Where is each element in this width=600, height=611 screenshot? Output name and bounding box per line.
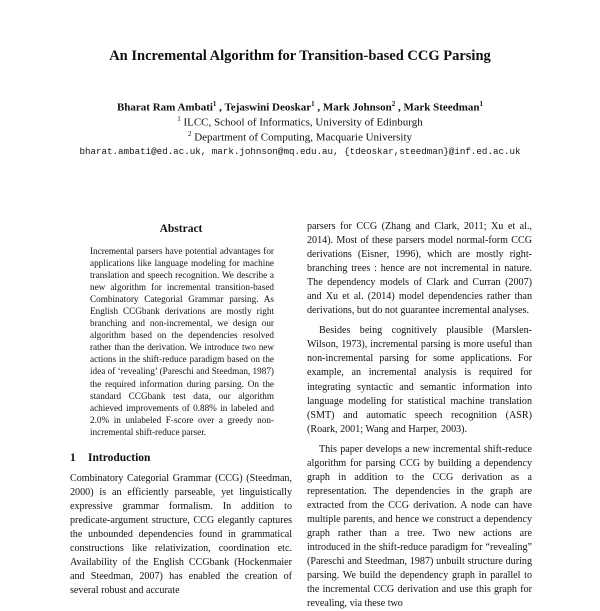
paper-title: An Incremental Algorithm for Transition-based CCG Parsing bbox=[109, 48, 491, 64]
left-column bbox=[70, 220, 292, 598]
author-affil-mark: 1 bbox=[212, 100, 217, 108]
body-paragraph: Besides being cognitively plausible (Marslen-Wilson, 1973), incremental parsing is more useful than non-incremental parsing for some applications. For example, an incremental analysis is required for integrating syntactic and semantic information into language modeling for statistical machine translation (SMT) and automatic speech recognition (ASR) (Roark, 2001; Wang and Harper, 2003). bbox=[307, 325, 532, 435]
author-list bbox=[0, 100, 600, 114]
section-heading bbox=[70, 452, 292, 464]
affiliation-mark: 1 bbox=[177, 115, 181, 123]
body-paragraph: parsers for CCG (Zhang and Clark, 2011; Xu et al., 2014). Most of these parsers model normal-form CCG derivations (Eisner, 1996), which are mostly right-branching trees : hence are not incremental in nature. The dependency models of Clark and Curran (2007) and Xu et al. (2014) model dependencies rather than derivations, but do not guarantee incremental analyses. bbox=[307, 221, 532, 317]
affiliation-1 bbox=[0, 115, 600, 129]
section-title: Introduction bbox=[88, 451, 151, 464]
author-separator: , bbox=[395, 101, 404, 114]
author-name: Mark Steedman bbox=[403, 101, 480, 114]
author-name: Bharat Ram Ambati bbox=[116, 101, 213, 114]
author-affil-mark: 1 bbox=[479, 100, 484, 108]
right-column bbox=[307, 220, 532, 611]
author-emails: bharat.ambati@ed.ac.uk, mark.johnson@mq.edu.au, {tdeoskar,steedman}@inf.ed.ac.uk bbox=[79, 146, 521, 157]
author-name: Mark Johnson bbox=[322, 101, 392, 114]
author-affil-mark: 1 bbox=[311, 100, 315, 108]
affiliation-mark: 2 bbox=[187, 130, 192, 138]
section-number: 1 bbox=[70, 451, 76, 464]
affiliation-text: ILCC, School of Informatics, University of Edinburgh bbox=[183, 116, 423, 129]
abstract-heading: Abstract bbox=[159, 223, 203, 235]
author-affil-mark: 2 bbox=[391, 100, 396, 108]
abstract-text: Incremental parsers have potential advantages for applications like language modeling for machine translation and speech recognition. We describe a new algorithm for incremental transition-based Combinatory Categorial Grammar parsing. As English CCGbank derivations are mostly right branching and non-incremental, we design our algorithm based on the dependencies resolved rather than the derivation. We introduce two new actions in the shift-reduce paradigm based on the idea of ‘revealing’ (Pareschi and Steedman, 1987) the required information during parsing. On the standard CCGbank test data, our algorithm achieved improvements of 0.88% in labeled and 2.0% in unlabeled F-score over a greedy non-incremental shift-reduce parser. bbox=[90, 246, 274, 437]
author-separator: , bbox=[216, 101, 225, 114]
affiliation-text: Department of Computing, Macquarie University bbox=[194, 131, 413, 144]
affiliation-2 bbox=[0, 130, 600, 144]
author-separator: , bbox=[314, 101, 323, 114]
intro-paragraph: Combinatory Categorial Grammar (CCG) (Steedman, 2000) is an efficiently parseable, yet linguistically expressive grammar formalism. In addition to predicate-argument structure, CCG elegantly captures the unbounded dependencies found in grammatical constructions like relativization, coordination etc. Availability of the English CCGbank (Hockenmaier and Steedman, 2007) has enabled the creation of several robust and accurate bbox=[70, 472, 292, 597]
body-paragraph: This paper develops a new incremental shift-reduce algorithm for parsing CCG by building a dependency graph in addition to the CCG derivation as a representation. The dependencies in the graph are extracted from the CCG derivation. A node can have multiple parents, and hence we construct a dependency graph rather than a tree. Two new actions are introduced in the shift-reduce paradigm for “revealing” (Pareschi and Steedman, 1987) unbuilt structure during parsing. We build the dependency graph in parallel to the incremental CCG derivation and use this graph for revealing, via these two bbox=[307, 443, 532, 610]
author-name: Tejaswini Deoskar bbox=[224, 101, 312, 114]
